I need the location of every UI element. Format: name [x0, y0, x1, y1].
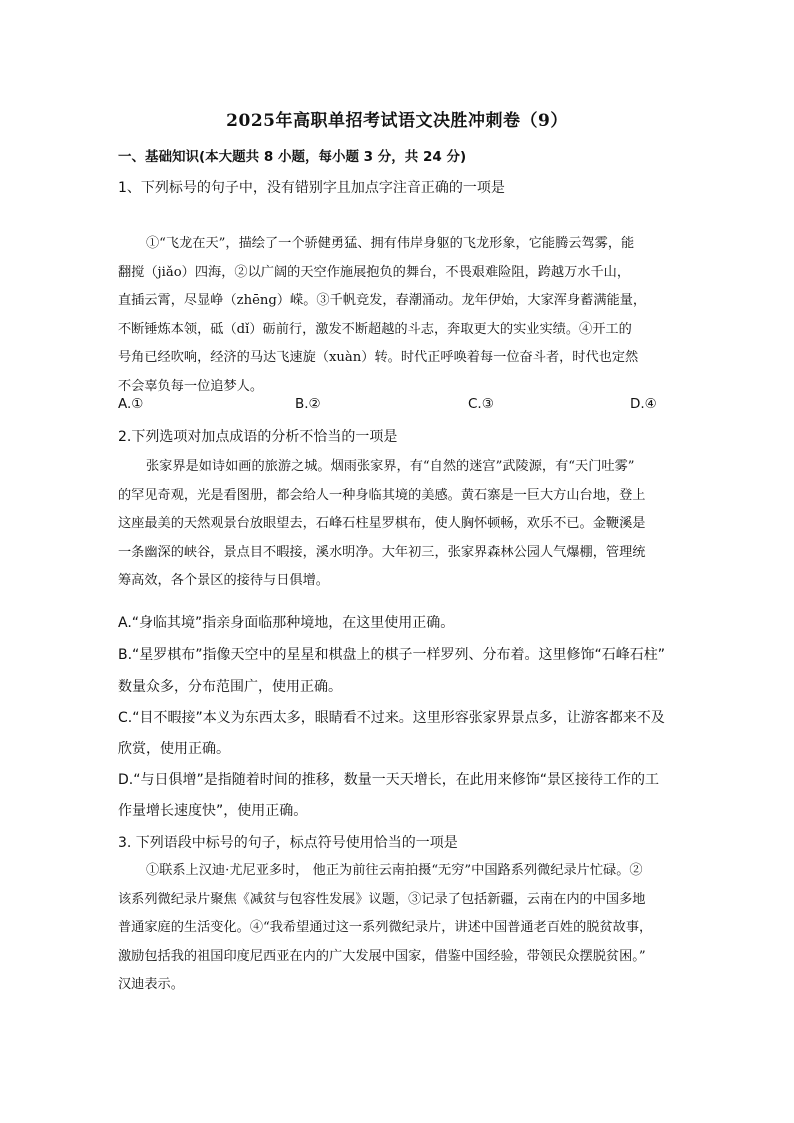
- passage-line: 号角已经吹响，经济的马达飞速旋（xuàn）转。时代正呼唤着每一位奋斗者，时代也定然: [118, 350, 639, 365]
- passage-line: 这座最美的天然观景台放眼望去，石峰石柱星罗棋布，使人胸怀顿畅，欢乐不已。金鞭溪是: [118, 516, 646, 531]
- passage-line: 筹高效，各个景区的接待与日俱增。: [118, 573, 329, 588]
- passage-line: 激励包括我的祖国印度尼西亚在内的广大发展中国家，借鉴中国经验，带领民众摆脱贫困。”: [118, 948, 646, 964]
- passage-line: 普通家庭的生活变化。④“我希望通过这一系列微纪录片，讲述中国普通老百姓的脱贫故事，: [118, 920, 653, 935]
- passage-line: 张家界是如诗如画的旅游之城。烟雨张家界，有“自然的迷宫”武陵源，有“天门吐雾”: [146, 459, 635, 474]
- passage-line: 直插云霄，尽显峥（zhēng）嵘。③千帆竞发，春潮涌动。龙年伊始，大家浑身蓄满能量，: [118, 293, 647, 308]
- page-title: 2025年高职单招考试语文决胜冲刺卷（9）: [226, 111, 568, 131]
- q1-option-b: B.②: [295, 396, 321, 412]
- question-1-stem: 1、下列标号的句子中，没有错别字且加点字注音正确的一项是: [118, 180, 505, 196]
- q1-option-c: C.③: [468, 396, 494, 412]
- passage-line: 的罕见奇观，光是看图册，都会给人一种身临其境的美感。黄石寨是一巨大方山台地，登上: [118, 487, 646, 503]
- q2-option-a: A.“身临其境”指亲身面临那种境地，在这里使用正确。: [118, 615, 455, 631]
- passage-line: 汉迪表示。: [118, 977, 184, 992]
- passage-line: 不会辜负每一位追梦人。: [118, 378, 264, 394]
- question-3-passage: [118, 857, 680, 1000]
- q1-option-d: D.④: [630, 396, 657, 412]
- q2-option-c-line1: C.“目不暇接”本义为东西太多，眼睛看不过来。这里形容张家界景点多，让游客都来不及: [118, 710, 665, 726]
- section-header: 一、基础知识(本大题共 8 小题，每小题 3 分，共 24 分): [118, 149, 467, 165]
- passage-line: 翻搅（jiǎo）四海，②以广阔的天空作施展抱负的舞台，不畏艰难险阻，跨越万水千山，: [118, 264, 631, 280]
- q2-option-d-line2: 作量增长速度快”，使用正确。: [118, 803, 308, 819]
- q2-option-b-line2: 数量众多，分布范围广，使用正确。: [118, 679, 342, 695]
- q2-option-c-line2: 欣赏，使用正确。: [118, 741, 230, 757]
- q2-option-d-line1: D.“与日俱增”是指随着时间的推移，数量一天天增长，在此用来修饰“景区接待工作的工: [118, 772, 659, 788]
- q2-option-b-line1: B.“星罗棋布”指像天空中的星星和棋盘上的棋子一样罗列、分布着。这里修饰“石峰石柱”: [118, 647, 666, 663]
- q1-option-a: A.①: [118, 396, 144, 412]
- passage-line: ①“飞龙在天”，描绘了一个骄健勇猛、拥有伟岸身躯的飞龙形象，它能腾云驾雾，能: [146, 236, 635, 251]
- question-1-passage: [118, 230, 680, 401]
- passage-line: 不断锤炼本领，砥（dǐ）砺前行，激发不断超越的斗志，奔取更大的实业实绩。④开工的: [118, 321, 632, 337]
- question-2-stem: 2.下列选项对加点成语的分析不恰当的一项是: [118, 429, 398, 445]
- question-2-passage: [118, 453, 680, 596]
- passage-line: 一条幽深的峡谷，景点目不暇接，溪水明净。大年初三，张家界森林公园人气爆棚，管理统: [118, 544, 646, 560]
- question-3-stem: 3. 下列语段中标号的句子，标点符号使用恰当的一项是: [118, 835, 458, 851]
- passage-line: ①联系上汉迪·尤尼亚多时， 他正为前往云南拍摄“无穷”中国路系列微纪录片忙碌。②: [146, 863, 643, 878]
- passage-line: 该系列微纪录片聚焦《减贫与包容性发展》议题，③记录了包括新疆，云南在内的中国多地: [118, 891, 646, 907]
